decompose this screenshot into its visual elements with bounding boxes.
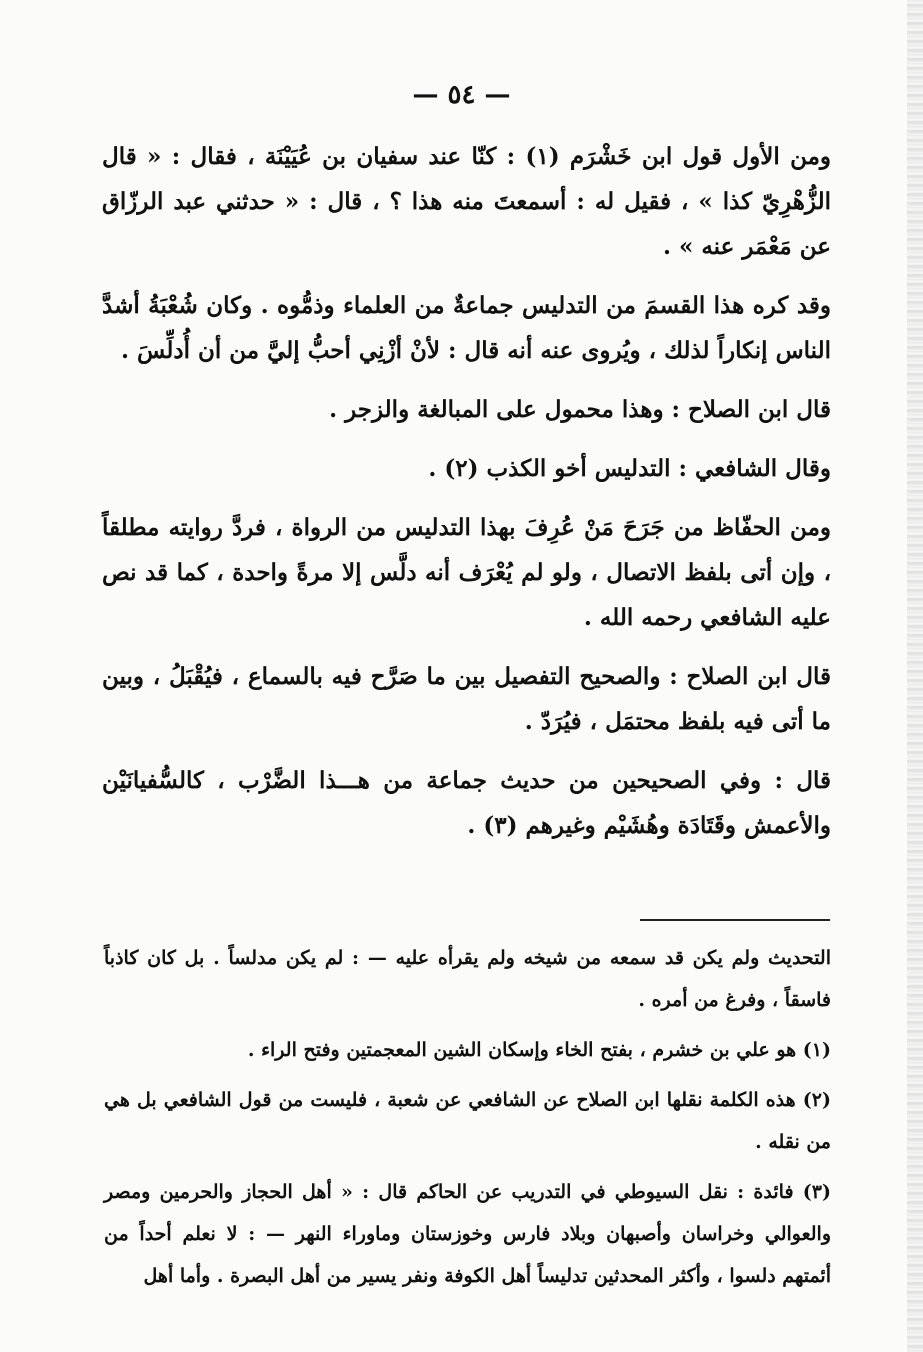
- paragraph-sahihayn: قال : وفي الصحيحين من حديث جماعة من هـــذا الضَّرْب ، كالسُّفيانَيْن والأعمش وقَتَادَة وهُشَيْم وغيرهم (٣) .: [102, 767, 831, 839]
- paragraph-ibn-khashram: ومن الأول قول ابن خَشْرَم (١) : كنّا عند سفيان بن عُيَيْنَة ، فقال : « قال الزُّهْرِيّ كذا » ، فقيل له : أسمعتَ منه هذا ؟ ، قال : « حدثني عبد الرزّاق عن مَعْمَر عنه » .: [102, 143, 832, 260]
- footnotes: [104, 937, 831, 1305]
- footnote-2: (٢) هذه الكلمة نقلها ابن الصلاح عن الشافعي عن شعبة ، فليست من قول الشافعي بل هي من نقله .: [104, 1089, 831, 1153]
- footnote-separator: [640, 919, 830, 921]
- paragraph-ibn-salah-tafsil: قال ابن الصلاح : والصحيح التفصيل بين ما صَرَّح فيه بالسماع ، فيُقْبَلُ ، وبين ما أتى فيه بلفظ محتمَل ، فيُرَدّ .: [102, 663, 831, 735]
- paragraph-shafii: وقال الشافعي : التدليس أخو الكذب (٢) .: [428, 455, 831, 482]
- footnote-1: (١) هو علي بن خشرم ، بفتح الخاء وإسكان الشين المعجمتين وفتح الراء .: [247, 1039, 831, 1061]
- paragraph-ibn-salah-exaggeration: قال ابن الصلاح : وهذا محمول على المبالغة والزجر .: [329, 396, 831, 423]
- page-number: — ٥٤ —: [412, 80, 511, 110]
- paragraph-huffaz: ومن الحفّاظ من جَرَحَ مَنْ عُرِفَ بهذا التدليس من الرواة ، فردَّ روايته مطلقاً ، وإن أتى بلفظ الاتصال ، ولو لم يُعْرَف أنه دلَّس إلا مرةً واحدة ، كما قد نص عليه الشافعي رحمه الله .: [102, 514, 831, 631]
- footnote-3: (٣) فائدة : نقل السيوطي في التدريب عن الحاكم قال : « أهل الحجاز والحرمين ومصر والعوالي وخراسان وأصبهان وبلاد فارس وخوزستان وماوراء النهر — : لا نعلم أحداً من أئمتهم دلسوا ، وأكثر المحدثين تدليساً أهل الكوفة ونفر يسير من أهل البصرة . وأما أهل: [104, 1181, 831, 1287]
- footnote-continuation: التحديث ولم يكن قد سمعه من شيخه ولم يقرأه عليه — : لم يكن مدلساً . بل كان كاذباً فاسقاً ، وفرغ من أمره .: [104, 947, 831, 1011]
- paragraph-shuba: وقد كره هذا القسمَ من التدليس جماعةٌ من العلماء وذمُّوه . وكان شُعْبَةُ أشدَّ الناس إنكاراً لذلك ، ويُروى عنه أنه قال : لأنْ أزْنِي أحبُّ إليَّ من أن أُدلِّسَ .: [102, 292, 831, 364]
- scan-edge: [907, 0, 923, 1352]
- main-text: [102, 134, 831, 862]
